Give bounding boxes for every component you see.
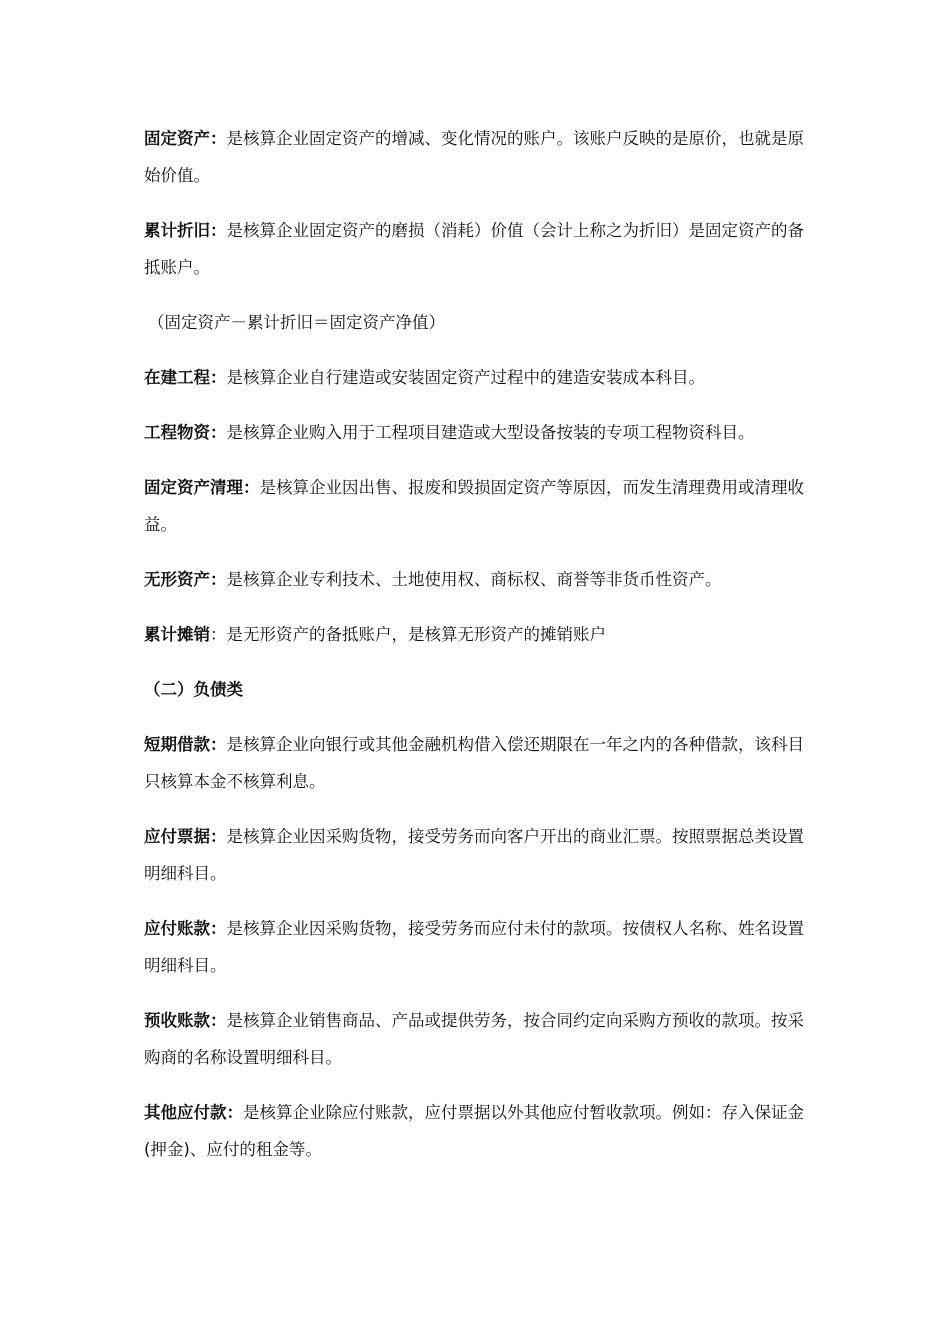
section-heading-liabilities [144,671,804,708]
paragraph-accounts-payable [144,910,804,984]
paragraph-short-term-loans [144,726,804,800]
term-label: 固定资产： [144,129,227,148]
term-label: 累计摊销 [144,625,210,644]
term-label: 其他应付款： [144,1103,243,1122]
term-label: 累计折旧： [144,221,227,240]
term-definition: 是核算企业固定资产的增减、变化情况的账户。该账户反映的是原价，也就是原始价值。 [144,129,804,185]
section-heading-text: （二）负债类 [144,680,243,699]
paragraph-accumulated-depreciation [144,212,804,286]
term-definition: 是核算企业因采购货物，接受劳务而向客户开出的商业汇票。按照票据总类设置明细科目。 [144,827,804,883]
paragraph-fixed-assets [144,120,804,194]
paragraph-accumulated-amortization [144,616,804,653]
paragraph-notes-payable [144,818,804,892]
term-label: 工程物资： [144,423,227,442]
term-label: 固定资产清理： [144,478,260,497]
paragraph-fixed-asset-disposal [144,469,804,543]
formula-text: （固定资产－累计折旧＝固定资产净值） [148,313,445,332]
term-label: 应付票据： [144,827,227,846]
term-label: 无形资产： [144,570,227,589]
paragraph-advances-from-customers [144,1002,804,1076]
term-definition: 是核算企业因采购货物，接受劳务而应付未付的款项。按债权人名称、姓名设置明细科目。 [144,919,804,975]
term-definition: 是核算企业购入用于工程项目建造或大型设备按装的专项工程物资科目。 [226,423,755,442]
term-definition: 是核算企业专利技术、土地使用权、商标权、商誉等非货币性资产。 [226,570,722,589]
term-definition: 是核算企业除应付账款，应付票据以外其他应付暂收款项。例如：存入保证金(押金)、应付的租金等。 [144,1103,804,1159]
term-label: 短期借款： [144,735,227,754]
term-label: 预收账款： [144,1011,227,1030]
paragraph-engineering-materials [144,414,804,451]
term-label: 在建工程： [144,368,227,387]
term-definition: 是核算企业固定资产的磨损（消耗）价值（会计上称之为折旧）是固定资产的备抵账户。 [144,221,804,277]
term-definition: 是核算企业因出售、报废和毁损固定资产等原因，而发生清理费用或清理收益。 [144,478,804,534]
term-definition: 是核算企业销售商品、产品或提供劳务，按合同约定向采购方预收的款项。按采购商的名称设置明细科目。 [144,1011,804,1067]
term-definition: 是核算企业自行建造或安装固定资产过程中的建造安装成本科目。 [226,368,705,387]
term-definition: ：是无形资产的备抵账户，是核算无形资产的摊销账户 [210,625,606,644]
paragraph-intangible-assets [144,561,804,598]
term-definition: 是核算企业向银行或其他金融机构借入偿还期限在一年之内的各种借款，该科目只核算本金不核算利息。 [144,735,804,791]
paragraph-net-value-formula [144,304,804,341]
paragraph-construction-in-progress [144,359,804,396]
paragraph-other-payables [144,1094,804,1168]
document-body [144,120,804,1186]
term-label: 应付账款： [144,919,227,938]
